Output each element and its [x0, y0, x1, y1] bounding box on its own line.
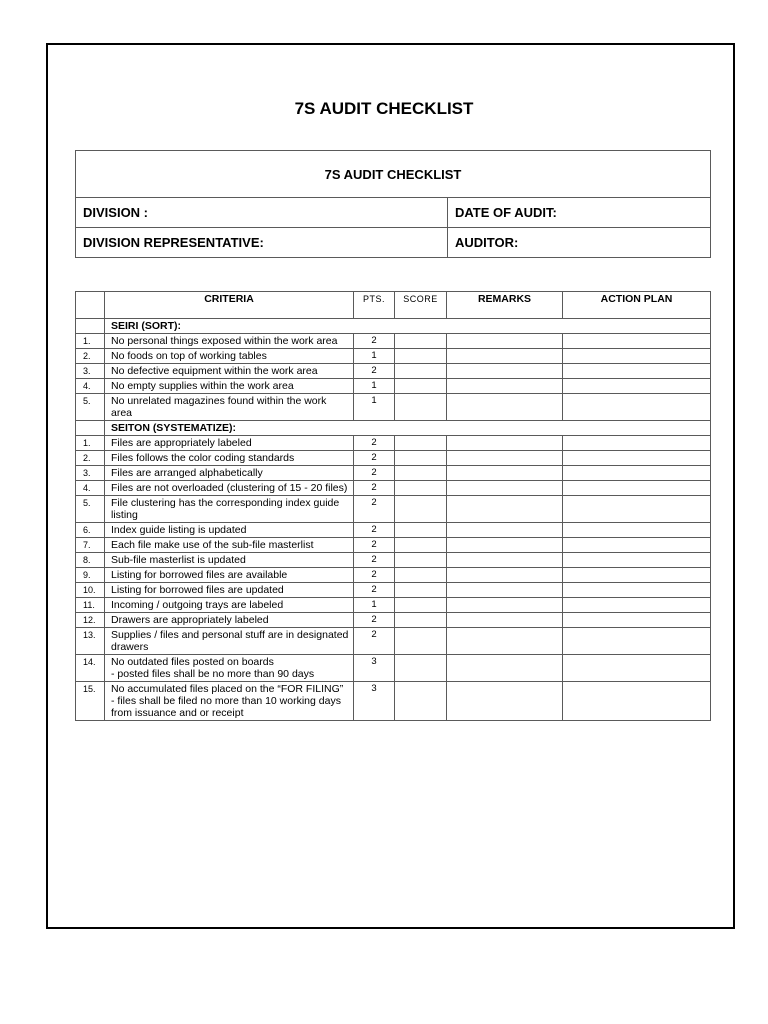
column-header-number: [76, 292, 105, 319]
action-plan-cell[interactable]: [563, 349, 711, 364]
remarks-cell[interactable]: [447, 496, 563, 523]
document-title: 7S AUDIT CHECKLIST: [294, 99, 474, 118]
table-row: [76, 481, 711, 496]
table-row: [76, 613, 711, 628]
score-cell[interactable]: [395, 496, 447, 523]
score-cell[interactable]: [395, 583, 447, 598]
item-number: 1.: [76, 436, 105, 451]
criteria-text: Files are appropriately labeled: [105, 436, 354, 451]
remarks-cell[interactable]: [447, 349, 563, 364]
score-cell[interactable]: [395, 613, 447, 628]
remarks-cell[interactable]: [447, 682, 563, 721]
item-number: 8.: [76, 553, 105, 568]
score-cell[interactable]: [395, 364, 447, 379]
section-row: [76, 421, 711, 436]
table-row: [76, 655, 711, 682]
criteria-text: No unrelated magazines found within the work area: [105, 394, 354, 421]
item-number: 15.: [76, 682, 105, 721]
item-number: 9.: [76, 568, 105, 583]
score-cell[interactable]: [395, 655, 447, 682]
table-row: [76, 466, 711, 481]
score-cell[interactable]: [395, 481, 447, 496]
remarks-cell[interactable]: [447, 466, 563, 481]
criteria-text: Sub-file masterlist is updated: [105, 553, 354, 568]
points-value: 2: [354, 553, 395, 568]
action-plan-cell[interactable]: [563, 364, 711, 379]
remarks-cell[interactable]: [447, 481, 563, 496]
division-representative-field[interactable]: DIVISION REPRESENTATIVE:: [76, 228, 448, 258]
points-value: 2: [354, 568, 395, 583]
criteria-text: Index guide listing is updated: [105, 523, 354, 538]
item-number: 7.: [76, 538, 105, 553]
table-row: [76, 568, 711, 583]
score-cell[interactable]: [395, 682, 447, 721]
score-cell[interactable]: [395, 568, 447, 583]
action-plan-cell[interactable]: [563, 436, 711, 451]
score-cell[interactable]: [395, 379, 447, 394]
points-value: 3: [354, 655, 395, 682]
score-cell[interactable]: [395, 436, 447, 451]
points-value: 1: [354, 349, 395, 364]
remarks-cell[interactable]: [447, 523, 563, 538]
table-row: [76, 583, 711, 598]
division-field[interactable]: DIVISION :: [76, 198, 448, 228]
item-number: 11.: [76, 598, 105, 613]
action-plan-cell[interactable]: [563, 568, 711, 583]
action-plan-cell[interactable]: [563, 655, 711, 682]
criteria-text: No outdated files posted on boards - posted files shall be no more than 90 days: [105, 655, 354, 682]
points-value: 3: [354, 682, 395, 721]
action-plan-cell[interactable]: [563, 682, 711, 721]
table-row: [76, 538, 711, 553]
criteria-text: No accumulated files placed on the “FOR FILING” - files shall be filed no more than 10 working days from issuance and or receipt: [105, 682, 354, 721]
table-row: [76, 628, 711, 655]
section-row: [76, 319, 711, 334]
criteria-text: Files are arranged alphabetically: [105, 466, 354, 481]
item-number: 2.: [76, 349, 105, 364]
item-number: 6.: [76, 523, 105, 538]
column-header-remarks: REMARKS: [447, 292, 563, 319]
remarks-cell[interactable]: [447, 583, 563, 598]
table-row: [76, 598, 711, 613]
remarks-cell[interactable]: [447, 394, 563, 421]
table-row: [76, 334, 711, 349]
score-cell[interactable]: [395, 451, 447, 466]
column-header-action-plan: ACTION PLAN: [563, 292, 711, 319]
criteria-text: No defective equipment within the work area: [105, 364, 354, 379]
points-value: 1: [354, 379, 395, 394]
remarks-cell[interactable]: [447, 568, 563, 583]
item-number: 14.: [76, 655, 105, 682]
points-value: 2: [354, 364, 395, 379]
column-header-criteria: CRITERIA: [105, 292, 354, 319]
table-row: [76, 523, 711, 538]
column-header-score: SCORE: [395, 292, 447, 319]
points-value: 2: [354, 466, 395, 481]
criteria-text: Files are not overloaded (clustering of 15 - 20 files): [105, 481, 354, 496]
checklist-body: [76, 319, 711, 721]
action-plan-cell[interactable]: [563, 496, 711, 523]
points-value: 2: [354, 481, 395, 496]
remarks-cell[interactable]: [447, 598, 563, 613]
item-number: 1.: [76, 334, 105, 349]
action-plan-cell[interactable]: [563, 394, 711, 421]
item-number: 5.: [76, 394, 105, 421]
table-row: [76, 436, 711, 451]
checklist-header-row: [76, 292, 711, 319]
item-number: 4.: [76, 379, 105, 394]
action-plan-cell[interactable]: [563, 334, 711, 349]
remarks-cell[interactable]: [447, 436, 563, 451]
action-plan-cell[interactable]: [563, 598, 711, 613]
item-number: 10.: [76, 583, 105, 598]
audit-info-title: 7S AUDIT CHECKLIST: [76, 151, 711, 198]
score-cell[interactable]: [395, 553, 447, 568]
score-cell[interactable]: [395, 466, 447, 481]
action-plan-cell[interactable]: [563, 628, 711, 655]
action-plan-cell[interactable]: [563, 538, 711, 553]
date-of-audit-field[interactable]: DATE OF AUDIT:: [448, 198, 711, 228]
action-plan-cell[interactable]: [563, 553, 711, 568]
table-row: [76, 394, 711, 421]
action-plan-cell[interactable]: [563, 451, 711, 466]
table-row: [76, 682, 711, 721]
score-cell[interactable]: [395, 394, 447, 421]
remarks-cell[interactable]: [447, 379, 563, 394]
item-number: 13.: [76, 628, 105, 655]
score-cell[interactable]: [395, 538, 447, 553]
table-row: [76, 496, 711, 523]
criteria-text: File clustering has the corresponding index guide listing: [105, 496, 354, 523]
score-cell[interactable]: [395, 628, 447, 655]
item-number: 3.: [76, 364, 105, 379]
action-plan-cell[interactable]: [563, 523, 711, 538]
action-plan-cell[interactable]: [563, 583, 711, 598]
item-number: 2.: [76, 451, 105, 466]
criteria-text: Files follows the color coding standards: [105, 451, 354, 466]
score-cell[interactable]: [395, 598, 447, 613]
points-value: 2: [354, 451, 395, 466]
checklist-table: [75, 291, 711, 721]
points-value: 2: [354, 583, 395, 598]
points-value: 1: [354, 598, 395, 613]
criteria-text: No personal things exposed within the work area: [105, 334, 354, 349]
item-number: 3.: [76, 466, 105, 481]
section-number-cell: [76, 319, 105, 334]
remarks-cell[interactable]: [447, 364, 563, 379]
action-plan-cell[interactable]: [563, 613, 711, 628]
table-row: [76, 379, 711, 394]
section-title: SEITON (SYSTEMATIZE):: [105, 421, 711, 436]
remarks-cell[interactable]: [447, 451, 563, 466]
action-plan-cell[interactable]: [563, 466, 711, 481]
score-cell[interactable]: [395, 349, 447, 364]
criteria-text: Each file make use of the sub-file masterlist: [105, 538, 354, 553]
remarks-cell[interactable]: [447, 538, 563, 553]
table-row: [76, 451, 711, 466]
score-cell[interactable]: [395, 523, 447, 538]
points-value: 1: [354, 394, 395, 421]
criteria-text: No empty supplies within the work area: [105, 379, 354, 394]
section-number-cell: [76, 421, 105, 436]
points-value: 2: [354, 334, 395, 349]
remarks-cell[interactable]: [447, 553, 563, 568]
points-value: 2: [354, 523, 395, 538]
criteria-text: Supplies / files and personal stuff are in designated drawers: [105, 628, 354, 655]
points-value: 2: [354, 436, 395, 451]
remarks-cell[interactable]: [447, 655, 563, 682]
remarks-cell[interactable]: [447, 334, 563, 349]
item-number: 12.: [76, 613, 105, 628]
table-row: [76, 364, 711, 379]
item-number: 4.: [76, 481, 105, 496]
criteria-text: Listing for borrowed files are updated: [105, 583, 354, 598]
criteria-text: Incoming / outgoing trays are labeled: [105, 598, 354, 613]
points-value: 2: [354, 538, 395, 553]
section-title: SEIRI (SORT):: [105, 319, 711, 334]
table-row: [76, 349, 711, 364]
auditor-field[interactable]: AUDITOR:: [448, 228, 711, 258]
remarks-cell[interactable]: [447, 613, 563, 628]
audit-info-box: [75, 150, 711, 258]
criteria-text: Listing for borrowed files are available: [105, 568, 354, 583]
column-header-pts: PTS.: [354, 292, 395, 319]
points-value: 2: [354, 628, 395, 655]
points-value: 2: [354, 496, 395, 523]
criteria-text: No foods on top of working tables: [105, 349, 354, 364]
remarks-cell[interactable]: [447, 628, 563, 655]
score-cell[interactable]: [395, 334, 447, 349]
action-plan-cell[interactable]: [563, 481, 711, 496]
table-row: [76, 553, 711, 568]
points-value: 2: [354, 613, 395, 628]
item-number: 5.: [76, 496, 105, 523]
action-plan-cell[interactable]: [563, 379, 711, 394]
criteria-text: Drawers are appropriately labeled: [105, 613, 354, 628]
